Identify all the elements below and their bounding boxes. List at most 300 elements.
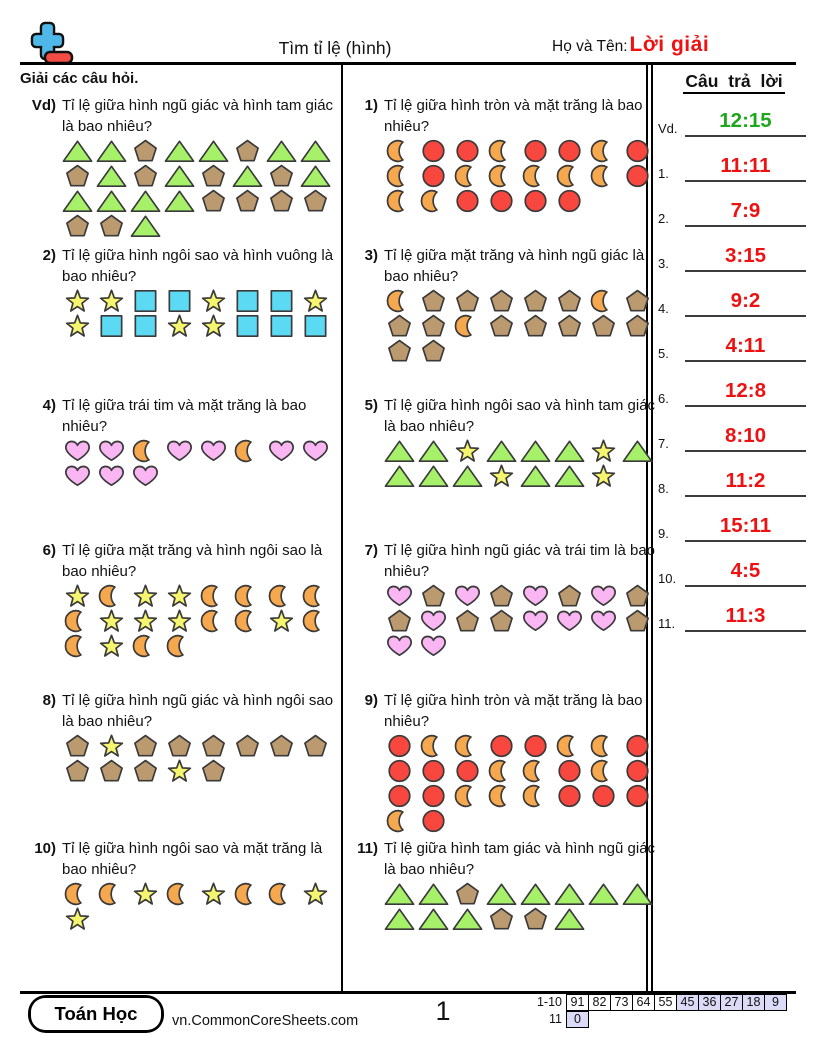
problem-number: Vd)	[31, 97, 56, 114]
problem-number: 3)	[364, 247, 378, 264]
problem-question: Tỉ lệ giữa hình tròn và mặt trăng là bao nhiêu?	[384, 692, 643, 730]
answer-key-label: Lời giải	[629, 33, 710, 56]
problem-number: 7)	[364, 542, 378, 559]
triangle-icon	[96, 164, 130, 189]
problem-body	[62, 690, 342, 784]
square-icon	[266, 314, 300, 339]
answer-blank	[685, 378, 806, 408]
heart-icon	[384, 584, 418, 609]
problem-shapes	[62, 289, 340, 339]
circle-icon	[520, 139, 554, 164]
pentagon-icon	[96, 214, 130, 239]
triangle-icon	[622, 882, 656, 907]
problem-question: Tỉ lệ giữa hình tròn và mặt trăng là bao nhiêu?	[384, 97, 643, 135]
answer-blank	[685, 333, 806, 363]
problem-body	[62, 838, 342, 932]
pentagon-icon	[486, 289, 520, 314]
answer-row-vd	[658, 107, 806, 137]
pentagon-icon	[520, 907, 554, 932]
brand-name: Toán Học	[31, 998, 161, 1030]
moon-icon	[300, 609, 334, 634]
answer-label: 6.	[658, 391, 669, 406]
star-icon	[452, 439, 486, 464]
triangle-icon	[62, 139, 96, 164]
moon-icon	[418, 734, 452, 759]
problem-shapes	[62, 584, 340, 659]
pentagon-icon	[418, 339, 452, 364]
score-cell: 27	[720, 994, 743, 1011]
pentagon-icon	[622, 609, 656, 634]
star-icon	[96, 734, 130, 759]
triangle-icon	[164, 189, 198, 214]
pentagon-icon	[384, 339, 418, 364]
triangle-icon	[418, 439, 452, 464]
pentagon-icon	[486, 907, 520, 932]
square-icon	[232, 289, 266, 314]
pentagon-icon	[164, 734, 198, 759]
answer-value: 15:11	[719, 513, 772, 537]
heart-icon	[164, 439, 198, 464]
pentagon-icon	[486, 609, 520, 634]
problem-shapes	[384, 139, 662, 214]
problem-shapes	[62, 139, 340, 239]
moon-icon	[300, 584, 334, 609]
moon-icon	[232, 609, 266, 634]
pentagon-icon	[418, 289, 452, 314]
triangle-icon	[62, 189, 96, 214]
circle-icon	[554, 189, 588, 214]
problem-shapes	[384, 734, 662, 834]
star-icon	[588, 439, 622, 464]
triangle-icon	[452, 907, 486, 932]
problem-number: 9)	[364, 692, 378, 709]
answers-header	[656, 71, 812, 92]
problem-question: Tỉ lệ giữa hình ngôi sao và mặt trăng là bao nhiêu?	[62, 840, 323, 878]
star-icon	[198, 314, 232, 339]
star-icon	[164, 314, 198, 339]
star-icon	[300, 289, 334, 314]
circle-icon	[418, 759, 452, 784]
triangle-icon	[384, 882, 418, 907]
pentagon-icon	[130, 759, 164, 784]
site-url[interactable]: vn.CommonCoreSheets.com	[172, 1013, 359, 1029]
moon-icon	[554, 734, 588, 759]
problem-3	[342, 245, 646, 364]
problem-body	[62, 245, 342, 339]
answer-label: 3.	[658, 256, 669, 271]
answer-row-8	[658, 467, 806, 497]
answer-label: 5.	[658, 346, 669, 361]
pentagon-icon	[300, 189, 334, 214]
star-icon	[198, 882, 232, 907]
heart-icon	[588, 609, 622, 634]
pentagon-icon	[622, 584, 656, 609]
star-icon	[588, 464, 622, 489]
moon-icon	[486, 139, 520, 164]
heart-icon	[96, 464, 130, 489]
pentagon-icon	[62, 164, 96, 189]
star-icon	[198, 289, 232, 314]
heart-icon	[130, 464, 164, 489]
answer-row-7	[658, 422, 806, 452]
pentagon-icon	[622, 314, 656, 339]
problem-number: 8)	[42, 692, 56, 709]
circle-icon	[486, 734, 520, 759]
triangle-icon	[130, 189, 164, 214]
problem-number: 4)	[42, 397, 56, 414]
circle-icon	[418, 164, 452, 189]
heart-icon	[62, 464, 96, 489]
triangle-icon	[164, 139, 198, 164]
triangle-icon	[520, 439, 554, 464]
triangle-icon	[130, 214, 164, 239]
problem-body	[62, 95, 342, 239]
pentagon-icon	[232, 734, 266, 759]
answer-value: 11:11	[720, 153, 771, 177]
moon-icon	[452, 784, 486, 809]
circle-icon	[622, 784, 656, 809]
problem-number: 1)	[364, 97, 378, 114]
moon-icon	[232, 882, 266, 907]
heart-icon	[266, 439, 300, 464]
problem-question: Tỉ lệ giữa hình ngũ giác và hình tam giác là bao nhiêu?	[62, 97, 334, 135]
triangle-icon	[418, 907, 452, 932]
pentagon-icon	[232, 189, 266, 214]
moon-icon	[198, 584, 232, 609]
circle-icon	[554, 759, 588, 784]
pentagon-icon	[452, 609, 486, 634]
answer-blank	[685, 198, 806, 228]
problem-number: 2)	[42, 247, 56, 264]
score-cell: 0	[566, 1011, 589, 1028]
pentagon-icon	[486, 314, 520, 339]
star-icon	[130, 584, 164, 609]
moon-icon	[384, 139, 418, 164]
moon-icon	[588, 734, 622, 759]
answer-blank	[685, 153, 806, 183]
moon-icon	[266, 882, 300, 907]
circle-icon	[554, 784, 588, 809]
pentagon-icon	[130, 734, 164, 759]
answers-header-text: Câu trả lời	[683, 71, 784, 94]
problem-body	[384, 690, 662, 834]
answer-row-11	[658, 602, 806, 632]
moon-icon	[130, 439, 164, 464]
triangle-icon	[384, 439, 418, 464]
answer-blank	[685, 513, 806, 543]
pentagon-icon	[588, 314, 622, 339]
problem-question: Tỉ lệ giữa trái tim và mặt trăng là bao nhiêu?	[62, 397, 307, 435]
problem-question: Tỉ lệ giữa hình ngũ giác và hình ngôi sao là bao nhiêu?	[62, 692, 334, 730]
moon-icon	[452, 314, 486, 339]
star-icon	[486, 464, 520, 489]
moon-icon	[62, 609, 96, 634]
answer-row-6	[658, 377, 806, 407]
pentagon-icon	[300, 734, 334, 759]
triangle-icon	[486, 882, 520, 907]
answer-blank	[685, 558, 806, 588]
problem-question: Tỉ lệ giữa hình ngũ giác và trái tim là bao nhiêu?	[384, 542, 656, 580]
star-icon	[62, 907, 96, 932]
problem-body	[62, 395, 342, 489]
triangle-icon	[232, 164, 266, 189]
circle-icon	[520, 189, 554, 214]
answer-row-10	[658, 557, 806, 587]
answer-value: 8:10	[724, 423, 767, 447]
heart-icon	[198, 439, 232, 464]
score-table	[522, 994, 787, 1028]
circle-icon	[384, 734, 418, 759]
pentagon-icon	[554, 289, 588, 314]
answer-row-5	[658, 332, 806, 362]
answer-row-4	[658, 287, 806, 317]
star-icon	[62, 314, 96, 339]
answer-value: 11:3	[725, 603, 766, 627]
moon-icon	[452, 734, 486, 759]
problem-vd	[20, 95, 342, 239]
problem-8	[20, 690, 342, 784]
score-row	[522, 1011, 787, 1028]
moon-icon	[588, 139, 622, 164]
pentagon-icon	[198, 759, 232, 784]
circle-icon	[384, 784, 418, 809]
pentagon-icon	[198, 189, 232, 214]
problem-5	[342, 395, 656, 489]
heart-icon	[418, 634, 452, 659]
answer-value: 9:2	[730, 288, 761, 312]
triangle-icon	[384, 464, 418, 489]
pentagon-icon	[62, 214, 96, 239]
moon-icon	[232, 584, 266, 609]
moon-icon	[588, 759, 622, 784]
problem-question: Tỉ lệ giữa mặt trăng và hình ngũ giác là bao nhiêu?	[384, 247, 645, 285]
moon-icon	[198, 609, 232, 634]
score-label: 1-10	[536, 995, 562, 1009]
score-label: 11	[549, 1012, 562, 1026]
triangle-icon	[300, 139, 334, 164]
pentagon-icon	[622, 289, 656, 314]
circle-icon	[452, 759, 486, 784]
triangle-icon	[588, 882, 622, 907]
score-cell: 45	[676, 994, 699, 1011]
pentagon-icon	[384, 314, 418, 339]
star-icon	[96, 289, 130, 314]
pentagon-icon	[520, 314, 554, 339]
heart-icon	[384, 634, 418, 659]
triangle-icon	[164, 164, 198, 189]
circle-icon	[622, 759, 656, 784]
answer-blank	[685, 288, 806, 318]
moon-icon	[384, 809, 418, 834]
pentagon-icon	[198, 734, 232, 759]
circle-icon	[418, 139, 452, 164]
star-icon	[96, 609, 130, 634]
moon-icon	[452, 164, 486, 189]
star-icon	[130, 882, 164, 907]
answer-label: 1.	[658, 166, 669, 181]
score-cell: 9	[764, 994, 787, 1011]
problem-shapes	[62, 882, 340, 932]
square-icon	[266, 289, 300, 314]
brand-badge	[28, 995, 164, 1033]
answer-value: 3:15	[724, 243, 767, 267]
answer-value: 12:15	[719, 108, 772, 132]
moon-icon	[418, 189, 452, 214]
moon-icon	[520, 164, 554, 189]
triangle-icon	[418, 882, 452, 907]
problem-number: 10)	[34, 840, 56, 857]
heart-icon	[520, 584, 554, 609]
moon-icon	[520, 784, 554, 809]
heart-icon	[520, 609, 554, 634]
heart-icon	[300, 439, 334, 464]
answer-blank	[685, 603, 806, 633]
triangle-icon	[300, 164, 334, 189]
square-icon	[130, 289, 164, 314]
star-icon	[62, 584, 96, 609]
circle-icon	[418, 809, 452, 834]
score-cell: 36	[698, 994, 721, 1011]
answer-row-1	[658, 152, 806, 182]
problem-number: 5)	[364, 397, 378, 414]
problem-4	[20, 395, 342, 489]
heart-icon	[554, 609, 588, 634]
pentagon-icon	[266, 164, 300, 189]
problem-shapes	[62, 439, 340, 489]
problem-11	[342, 838, 656, 932]
answer-blank	[685, 423, 806, 453]
worksheet-title: Tìm tỉ lệ (hình)	[278, 38, 392, 58]
square-icon	[130, 314, 164, 339]
pentagon-icon	[418, 584, 452, 609]
triangle-icon	[198, 139, 232, 164]
circle-icon	[622, 164, 656, 189]
triangle-icon	[266, 139, 300, 164]
answer-row-2	[658, 197, 806, 227]
answer-value: 4:11	[725, 333, 766, 357]
problem-body	[384, 838, 662, 932]
answer-value: 7:9	[730, 198, 761, 222]
pentagon-icon	[198, 164, 232, 189]
problem-question: Tỉ lệ giữa hình ngôi sao và hình vuông là bao nhiêu?	[62, 247, 334, 285]
triangle-icon	[520, 464, 554, 489]
square-icon	[96, 314, 130, 339]
answer-row-3	[658, 242, 806, 272]
triangle-icon	[384, 907, 418, 932]
moon-icon	[62, 882, 96, 907]
heart-icon	[418, 609, 452, 634]
pentagon-icon	[232, 139, 266, 164]
answer-label: 2.	[658, 211, 669, 226]
answer-label: Vd.	[658, 121, 678, 136]
moon-icon	[384, 289, 418, 314]
circle-icon	[384, 759, 418, 784]
problem-number: 11)	[357, 840, 378, 857]
problem-body	[384, 395, 662, 489]
name-label: Họ và Tên:	[552, 38, 628, 55]
star-icon	[96, 634, 130, 659]
pentagon-icon	[96, 759, 130, 784]
score-cell: 64	[632, 994, 655, 1011]
problem-number: 6)	[42, 542, 56, 559]
triangle-icon	[418, 464, 452, 489]
problem-shapes	[384, 289, 662, 364]
problem-2	[20, 245, 342, 339]
circle-icon	[554, 139, 588, 164]
square-icon	[164, 289, 198, 314]
answer-label: 7.	[658, 436, 669, 451]
triangle-icon	[486, 439, 520, 464]
answer-value: 11:2	[725, 468, 766, 492]
moon-icon	[96, 584, 130, 609]
pentagon-icon	[452, 289, 486, 314]
star-icon	[266, 609, 300, 634]
triangle-icon	[554, 882, 588, 907]
moon-icon	[486, 164, 520, 189]
moon-icon	[266, 584, 300, 609]
pentagon-icon	[554, 314, 588, 339]
star-icon	[130, 609, 164, 634]
pentagon-icon	[418, 314, 452, 339]
triangle-icon	[554, 907, 588, 932]
circle-icon	[622, 734, 656, 759]
heart-icon	[588, 584, 622, 609]
moon-icon	[384, 189, 418, 214]
answer-value: 4:5	[730, 558, 761, 582]
moon-icon	[232, 439, 266, 464]
moon-icon	[554, 164, 588, 189]
star-icon	[164, 584, 198, 609]
circle-icon	[520, 734, 554, 759]
heart-icon	[452, 584, 486, 609]
moon-icon	[486, 759, 520, 784]
problem-10	[20, 838, 342, 932]
problem-1	[342, 95, 646, 214]
problem-question: Tỉ lệ giữa mặt trăng và hình ngôi sao là bao nhiêu?	[62, 542, 323, 580]
circle-icon	[588, 784, 622, 809]
answer-label: 8.	[658, 481, 669, 496]
answer-blank	[685, 108, 806, 138]
answer-value: 12:8	[724, 378, 767, 402]
problem-question: Tỉ lệ giữa hình ngôi sao và hình tam giác là bao nhiêu?	[384, 397, 656, 435]
square-icon	[300, 314, 334, 339]
pentagon-icon	[384, 609, 418, 634]
score-cell: 73	[610, 994, 633, 1011]
moon-icon	[384, 164, 418, 189]
problem-body	[384, 540, 662, 659]
triangle-icon	[554, 464, 588, 489]
triangle-icon	[622, 439, 656, 464]
problem-shapes	[62, 734, 340, 784]
pentagon-icon	[130, 164, 164, 189]
square-icon	[232, 314, 266, 339]
problem-shapes	[384, 584, 662, 659]
heart-icon	[96, 439, 130, 464]
pentagon-icon	[62, 734, 96, 759]
problem-7	[342, 540, 656, 659]
answer-blank	[685, 243, 806, 273]
header-rule	[20, 62, 796, 65]
moon-icon	[96, 882, 130, 907]
moon-icon	[520, 759, 554, 784]
pentagon-icon	[452, 882, 486, 907]
pentagon-icon	[266, 734, 300, 759]
score-cell: 91	[566, 994, 589, 1011]
circle-icon	[622, 139, 656, 164]
moon-icon	[486, 784, 520, 809]
pentagon-icon	[520, 289, 554, 314]
triangle-icon	[452, 464, 486, 489]
